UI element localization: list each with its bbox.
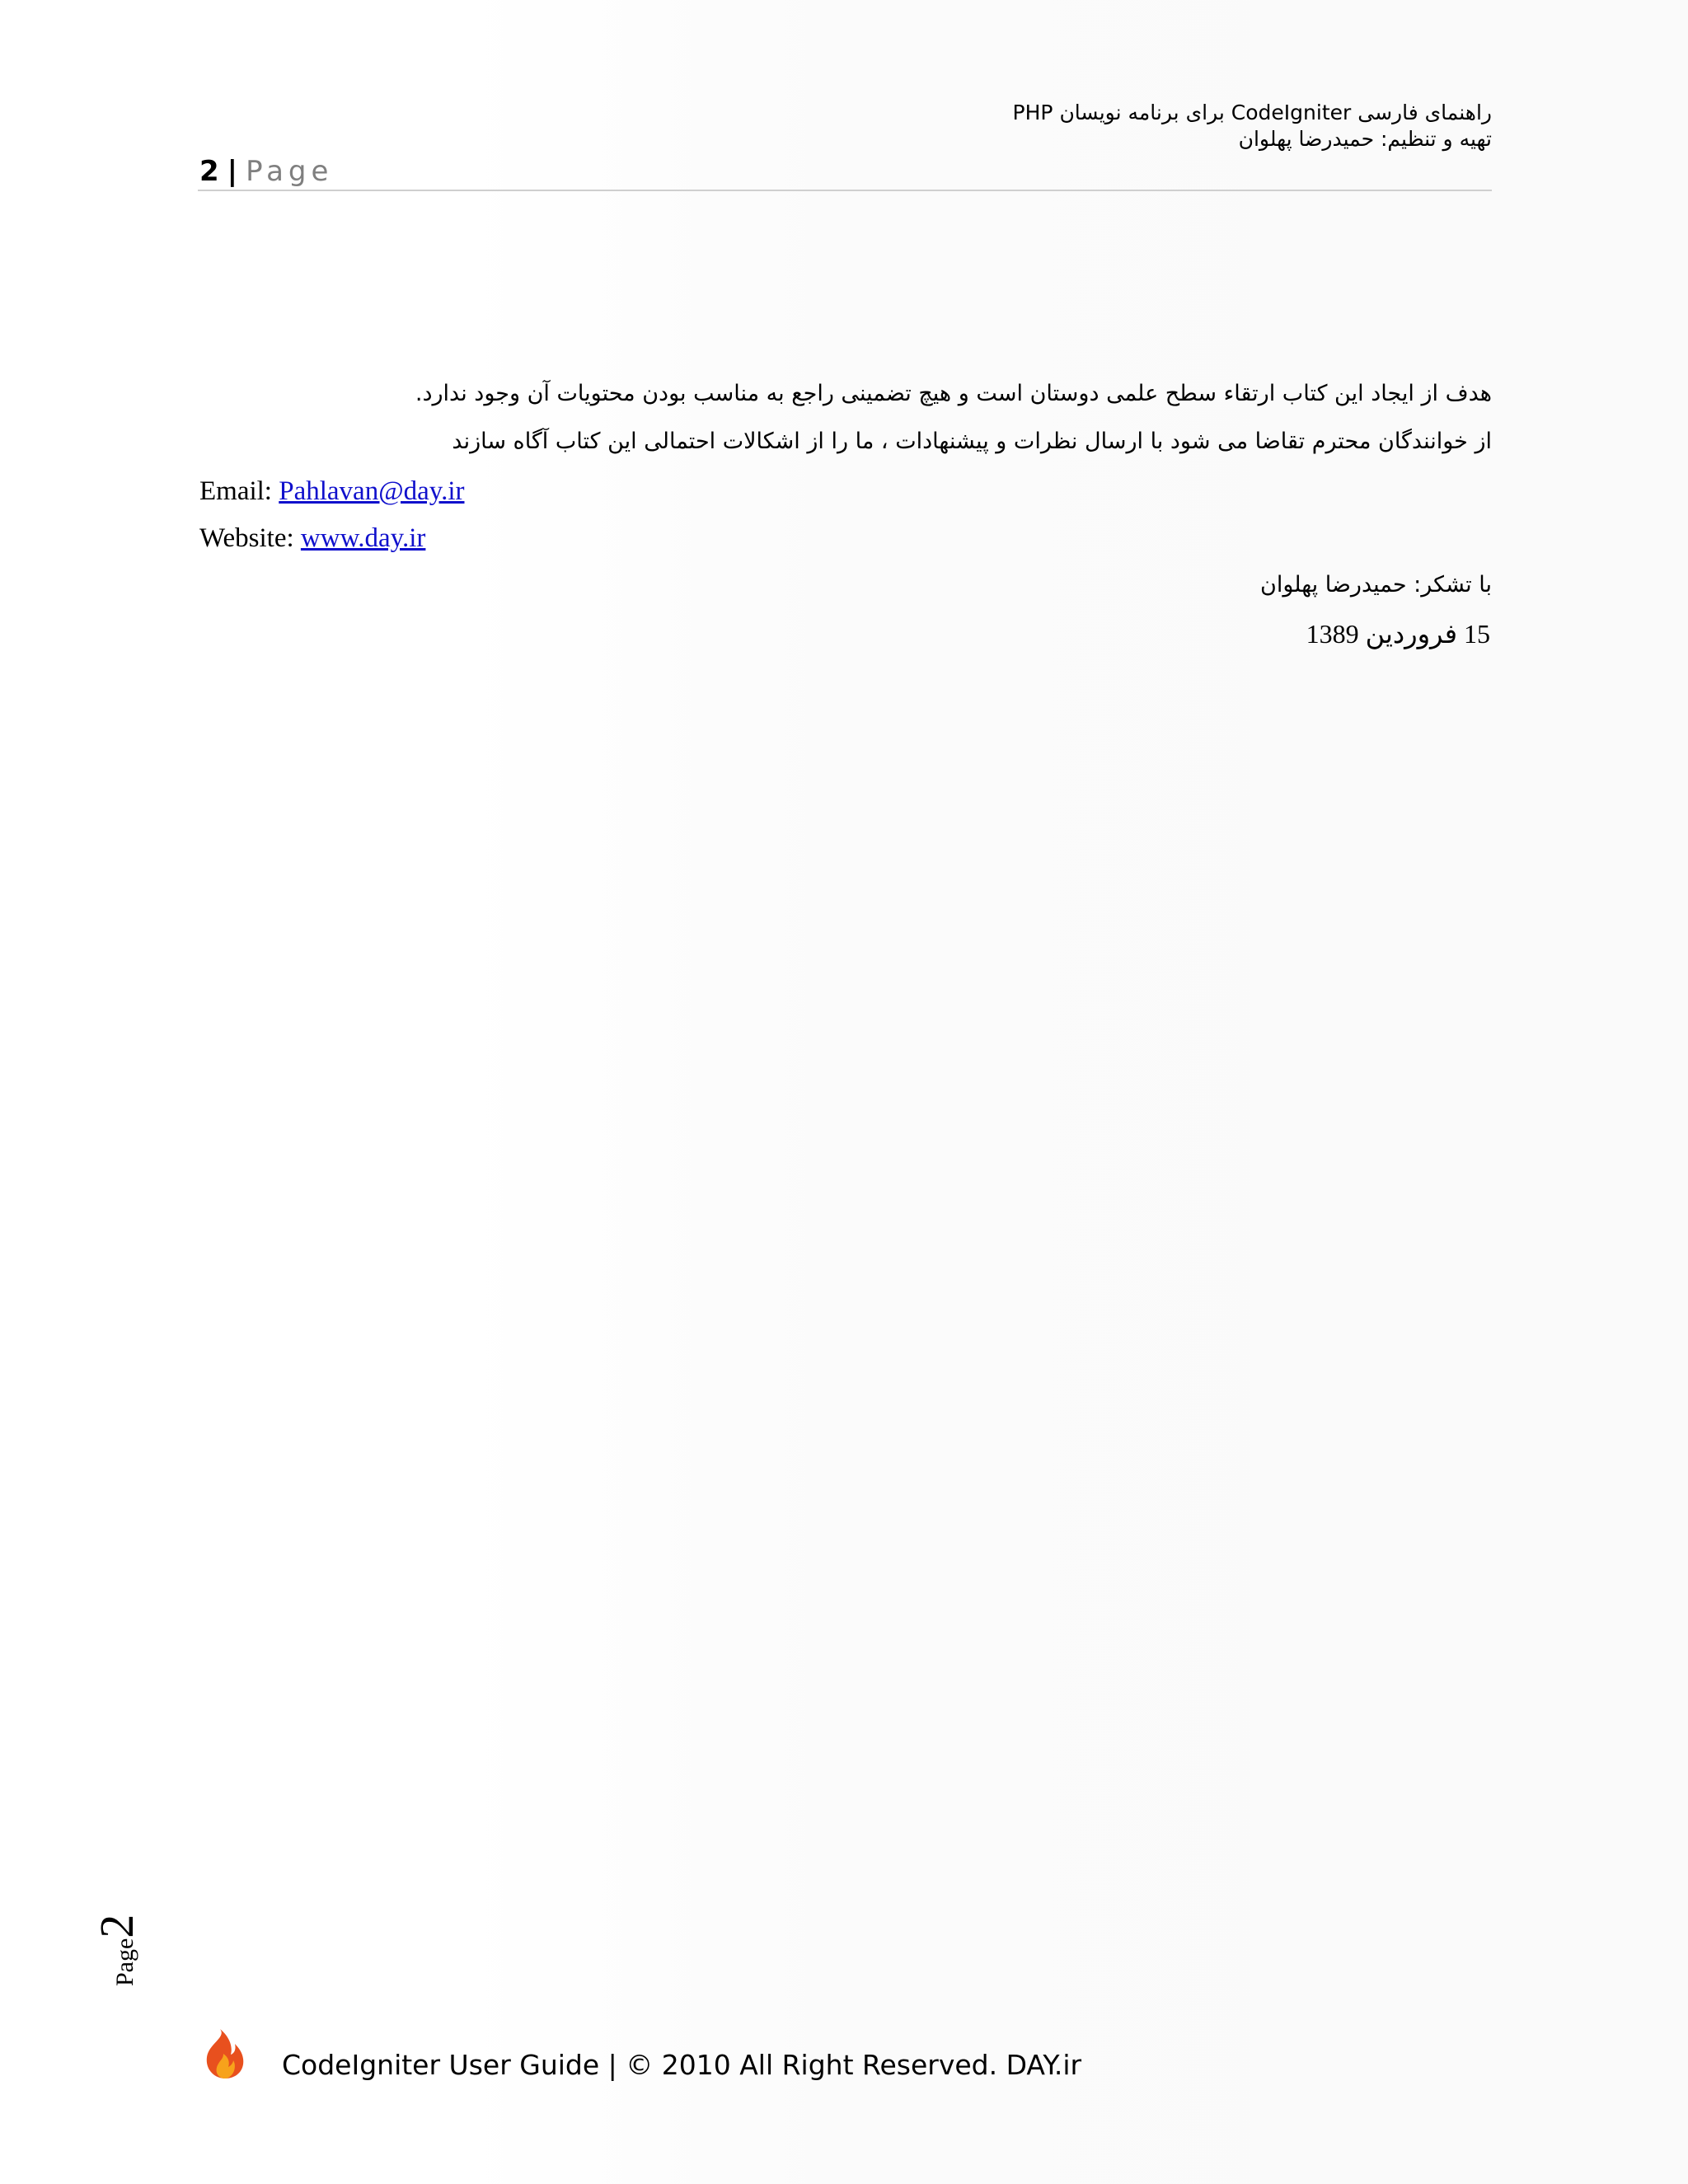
side-page-label — [89, 1887, 143, 1986]
page-header — [198, 97, 1492, 191]
website-link[interactable]: www.day.ir — [300, 523, 426, 553]
side-page-word: Page — [111, 1938, 138, 1986]
page-number-value: 2 — [199, 155, 219, 188]
footer-text: CodeIgniter User Guide | © 2010 All Right Reserved. DAY.ir — [282, 2049, 1082, 2081]
page-number-word: Page — [246, 155, 334, 188]
intro-paragraph: هدف از ایجاد این کتاب ارتقاء سطح علمی دوستان است و هیچ تضمینی راجع به مناسب بودن محتویات آن وجود ندارد. — [415, 381, 1492, 406]
website-label: Website: — [199, 523, 294, 553]
page-number-separator: | — [227, 155, 238, 188]
side-page-number: 2 — [90, 1914, 143, 1938]
header-title: راهنمای فارسی CodeIgniter برای برنامه نویسان PHP — [1012, 101, 1492, 124]
header-page-number — [199, 155, 333, 188]
header-author: تهیه و تنظیم: حمیدرضا پهلوان — [1238, 127, 1492, 151]
website-line — [199, 523, 425, 554]
feedback-paragraph: از خوانندگان محترم تقاضا می شود با ارسال نظرات و پیشنهادات ، ما را از اشکالات احتمالی این کتاب آگاه سازند — [452, 429, 1492, 454]
thanks-line: با تشکر: حمیدرضا پهلوان — [1260, 572, 1492, 598]
email-label: Email: — [199, 476, 272, 506]
codeigniter-flame-icon — [202, 2027, 248, 2080]
date-line: 15 فروردین 1389 — [1306, 619, 1490, 649]
email-link[interactable]: Pahlavan@day.ir — [279, 476, 465, 506]
side-page-label-rotated — [89, 1887, 143, 1986]
email-line — [199, 476, 465, 507]
page-background — [462, 0, 1688, 2184]
